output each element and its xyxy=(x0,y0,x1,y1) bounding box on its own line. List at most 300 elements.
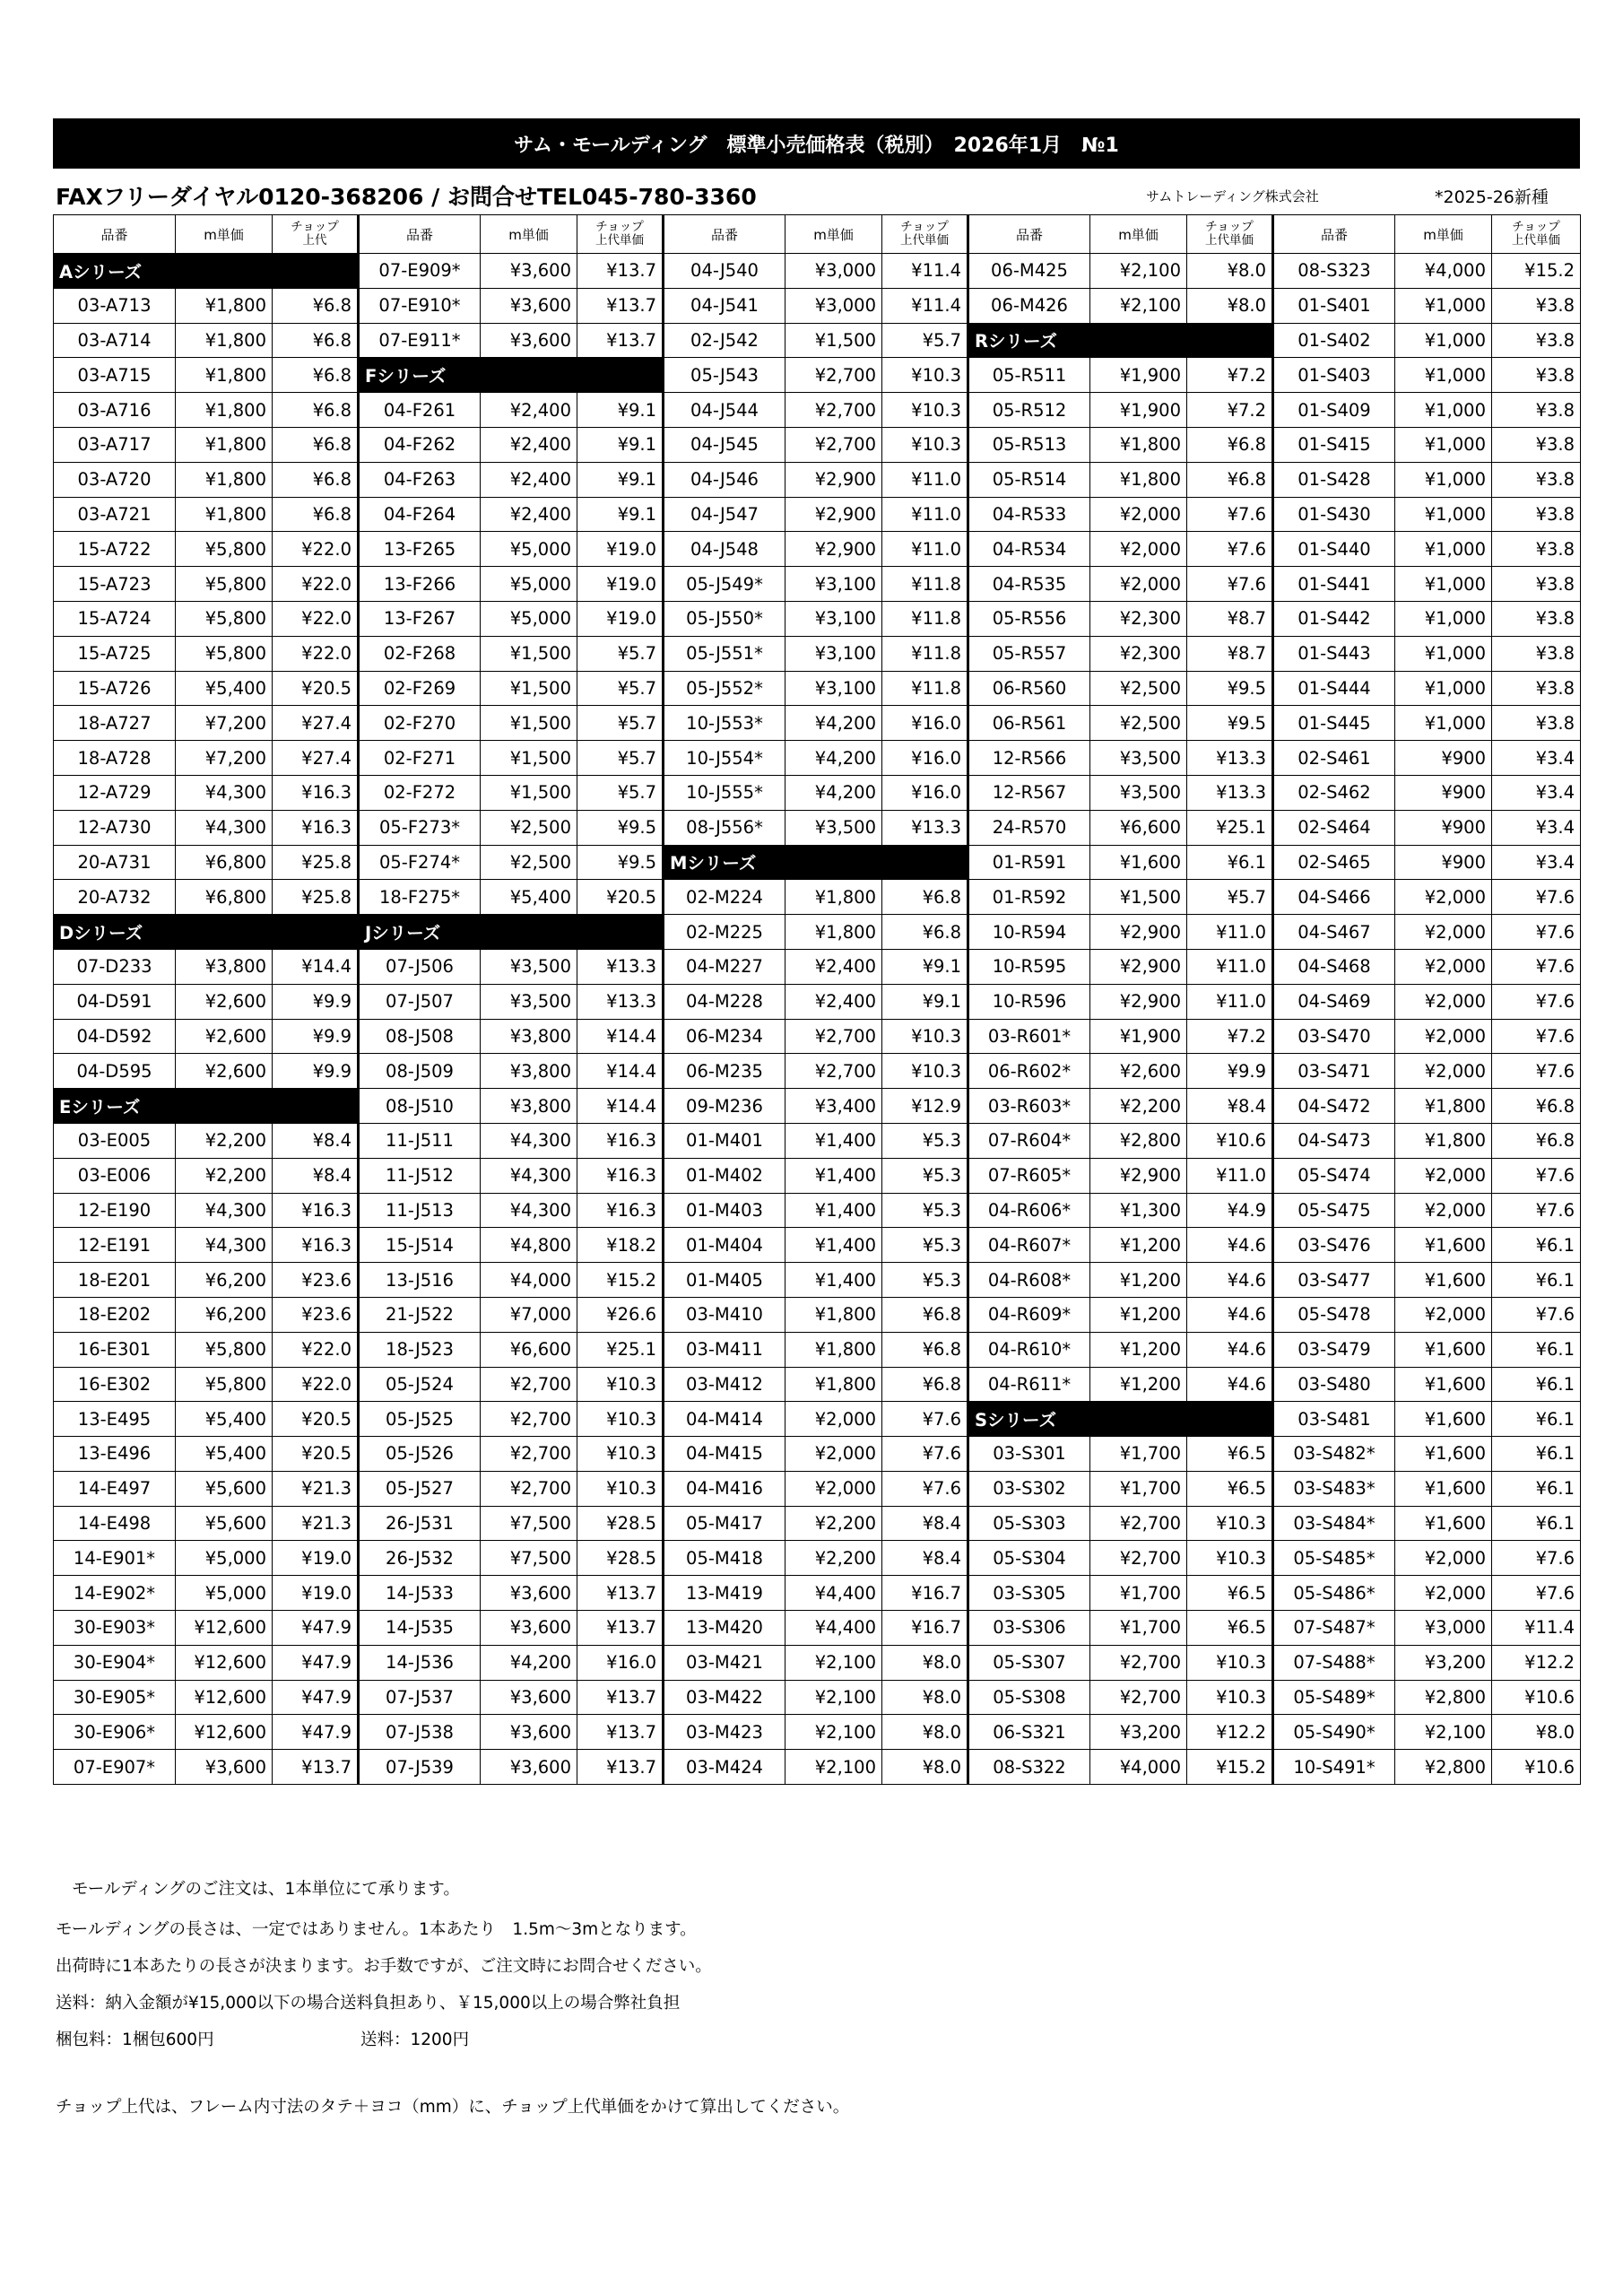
meter-price: ¥1,200 xyxy=(1090,1297,1187,1332)
product-code: 04-S472 xyxy=(1273,1089,1395,1124)
meter-price: ¥1,900 xyxy=(1090,1019,1187,1054)
chop-price: ¥6.8 xyxy=(1492,1123,1581,1158)
chop-price: ¥16.3 xyxy=(273,810,359,845)
meter-price: ¥1,000 xyxy=(1395,323,1492,358)
meter-price: ¥2,700 xyxy=(481,1437,577,1472)
chop-price: ¥6.8 xyxy=(882,915,968,950)
chop-price: ¥15.2 xyxy=(577,1263,664,1298)
meter-price: ¥7,200 xyxy=(176,706,273,741)
price-table xyxy=(53,214,1581,1785)
table-row xyxy=(54,1471,1581,1506)
product-code: 12-E191 xyxy=(54,1228,176,1263)
chop-price: ¥6.5 xyxy=(1187,1576,1273,1611)
meter-price: ¥1,800 xyxy=(785,1332,882,1367)
meter-price: ¥3,000 xyxy=(785,254,882,289)
product-code: 03-S481 xyxy=(1273,1402,1395,1437)
chop-price: ¥47.9 xyxy=(273,1680,359,1715)
chop-price: ¥9.9 xyxy=(273,1019,359,1054)
chop-price: ¥25.8 xyxy=(273,845,359,880)
company-name: サムトレーディング株式会社 xyxy=(1146,187,1319,204)
meter-price: ¥7,500 xyxy=(481,1506,577,1541)
chop-price: ¥8.0 xyxy=(1187,288,1273,323)
table-row xyxy=(54,810,1581,845)
chop-price: ¥6.5 xyxy=(1187,1611,1273,1646)
product-code: 05-J550* xyxy=(664,601,785,636)
product-code: 02-F268 xyxy=(359,636,481,671)
product-code: 10-R596 xyxy=(968,984,1090,1019)
product-code: 13-F267 xyxy=(359,601,481,636)
product-code: 01-M401 xyxy=(664,1123,785,1158)
product-code: 16-E302 xyxy=(54,1367,176,1402)
meter-price: ¥5,800 xyxy=(176,1332,273,1367)
meter-price: ¥2,500 xyxy=(481,845,577,880)
meter-price: ¥3,000 xyxy=(785,288,882,323)
product-code: 12-E190 xyxy=(54,1193,176,1228)
product-code: 13-M419 xyxy=(664,1576,785,1611)
meter-price: ¥3,000 xyxy=(1395,1611,1492,1646)
table-row xyxy=(54,1715,1581,1750)
product-code: 03-A715 xyxy=(54,358,176,393)
product-code: 14-J536 xyxy=(359,1645,481,1680)
chop-price: ¥7.6 xyxy=(1492,1054,1581,1089)
product-code: 04-F264 xyxy=(359,497,481,532)
product-code: 05-S486* xyxy=(1273,1576,1395,1611)
product-code: 03-A721 xyxy=(54,497,176,532)
table-row xyxy=(54,567,1581,602)
chop-price: ¥47.9 xyxy=(273,1645,359,1680)
chop-price: ¥3.8 xyxy=(1492,636,1581,671)
chop-price: ¥12.2 xyxy=(1187,1715,1273,1750)
meter-price: ¥5,400 xyxy=(176,1437,273,1472)
product-code: 04-S466 xyxy=(1273,880,1395,915)
product-code: 13-J516 xyxy=(359,1263,481,1298)
product-code: 05-J527 xyxy=(359,1471,481,1506)
meter-price: ¥2,100 xyxy=(1090,254,1187,289)
meter-price: ¥1,200 xyxy=(1090,1367,1187,1402)
series-header: Aシリーズ xyxy=(54,254,359,289)
chop-price: ¥8.0 xyxy=(882,1750,968,1785)
chop-price: ¥10.3 xyxy=(1187,1680,1273,1715)
product-code: 07-J539 xyxy=(359,1750,481,1785)
meter-price: ¥2,000 xyxy=(785,1402,882,1437)
chop-price: ¥10.3 xyxy=(882,1054,968,1089)
meter-price: ¥2,700 xyxy=(785,358,882,393)
chop-price: ¥9.1 xyxy=(577,497,664,532)
chop-price: ¥10.6 xyxy=(1492,1750,1581,1785)
product-code: 10-J553* xyxy=(664,706,785,741)
col-header-code: 品番 xyxy=(54,215,176,254)
table-row xyxy=(54,880,1581,915)
chop-price: ¥23.6 xyxy=(273,1263,359,1298)
chop-price: ¥25.8 xyxy=(273,880,359,915)
chop-price: ¥3.8 xyxy=(1492,288,1581,323)
meter-price: ¥4,000 xyxy=(1090,1750,1187,1785)
product-code: 07-D233 xyxy=(54,949,176,984)
meter-price: ¥900 xyxy=(1395,741,1492,776)
series-header: Fシリーズ xyxy=(359,358,664,393)
meter-price: ¥1,000 xyxy=(1395,462,1492,497)
product-code: 01-M402 xyxy=(664,1158,785,1193)
product-code: 02-M225 xyxy=(664,915,785,950)
product-code: 02-F270 xyxy=(359,706,481,741)
chop-price: ¥23.6 xyxy=(273,1297,359,1332)
meter-price: ¥1,200 xyxy=(1090,1263,1187,1298)
chop-price: ¥20.5 xyxy=(273,671,359,706)
table-row xyxy=(54,427,1581,462)
col-header-chop: チョップ 上代単価 xyxy=(1492,215,1581,254)
meter-price: ¥1,000 xyxy=(1395,567,1492,602)
chop-price: ¥9.9 xyxy=(273,1054,359,1089)
product-code: 04-R606* xyxy=(968,1193,1090,1228)
product-code: 02-F269 xyxy=(359,671,481,706)
meter-price: ¥2,000 xyxy=(1395,1054,1492,1089)
table-row xyxy=(54,1367,1581,1402)
chop-price: ¥6.1 xyxy=(1492,1332,1581,1367)
packing-fee-note: 梱包料：1梱包600円 xyxy=(56,2031,214,2049)
chop-price: ¥7.6 xyxy=(1187,532,1273,567)
table-row xyxy=(54,1402,1581,1437)
chop-price: ¥6.1 xyxy=(1492,1228,1581,1263)
chop-price: ¥11.4 xyxy=(882,254,968,289)
table-row xyxy=(54,1611,1581,1646)
product-code: 04-J548 xyxy=(664,532,785,567)
meter-price: ¥1,400 xyxy=(785,1158,882,1193)
chop-price: ¥13.7 xyxy=(577,323,664,358)
product-code: 07-J506 xyxy=(359,949,481,984)
meter-price: ¥1,000 xyxy=(1395,427,1492,462)
meter-price: ¥1,500 xyxy=(481,636,577,671)
product-code: 07-E910* xyxy=(359,288,481,323)
meter-price: ¥2,000 xyxy=(1395,1576,1492,1611)
product-code: 05-S308 xyxy=(968,1680,1090,1715)
col-header-m-price: m単価 xyxy=(176,215,273,254)
product-code: 04-S468 xyxy=(1273,949,1395,984)
meter-price: ¥2,600 xyxy=(1090,1054,1187,1089)
chop-price: ¥25.1 xyxy=(1187,810,1273,845)
product-code: 03-S302 xyxy=(968,1471,1090,1506)
meter-price: ¥4,200 xyxy=(785,775,882,810)
product-code: 01-S430 xyxy=(1273,497,1395,532)
product-code: 03-E006 xyxy=(54,1158,176,1193)
table-row xyxy=(54,845,1581,880)
product-code: 13-F265 xyxy=(359,532,481,567)
meter-price: ¥2,000 xyxy=(1090,532,1187,567)
chop-price: ¥7.6 xyxy=(1187,497,1273,532)
chop-price: ¥3.8 xyxy=(1492,706,1581,741)
product-code: 05-J524 xyxy=(359,1367,481,1402)
product-code: 03-R603* xyxy=(968,1089,1090,1124)
table-row xyxy=(54,1158,1581,1193)
table-row xyxy=(54,1541,1581,1576)
chop-price: ¥21.3 xyxy=(273,1471,359,1506)
meter-price: ¥2,700 xyxy=(481,1471,577,1506)
meter-price: ¥3,800 xyxy=(481,1054,577,1089)
product-code: 16-E301 xyxy=(54,1332,176,1367)
meter-price: ¥1,500 xyxy=(785,323,882,358)
product-code: 04-J540 xyxy=(664,254,785,289)
chop-price: ¥14.4 xyxy=(577,1089,664,1124)
meter-price: ¥1,300 xyxy=(1090,1193,1187,1228)
meter-price: ¥6,600 xyxy=(481,1332,577,1367)
chop-price: ¥13.7 xyxy=(273,1750,359,1785)
chop-price: ¥16.0 xyxy=(882,775,968,810)
product-code: 05-F274* xyxy=(359,845,481,880)
meter-price: ¥3,400 xyxy=(785,1089,882,1124)
chop-price: ¥10.3 xyxy=(882,427,968,462)
chop-price: ¥6.8 xyxy=(273,323,359,358)
chop-price: ¥5.3 xyxy=(882,1193,968,1228)
meter-price: ¥1,000 xyxy=(1395,288,1492,323)
meter-price: ¥1,900 xyxy=(1090,393,1187,428)
product-code: 04-D595 xyxy=(54,1054,176,1089)
meter-price: ¥1,800 xyxy=(176,358,273,393)
meter-price: ¥2,800 xyxy=(1395,1680,1492,1715)
chop-price: ¥9.1 xyxy=(577,462,664,497)
meter-price: ¥5,000 xyxy=(481,567,577,602)
table-row xyxy=(54,1054,1581,1089)
chop-price: ¥9.1 xyxy=(882,984,968,1019)
chop-price: ¥10.3 xyxy=(882,358,968,393)
product-code: 07-E907* xyxy=(54,1750,176,1785)
meter-price: ¥1,600 xyxy=(1395,1228,1492,1263)
meter-price: ¥3,600 xyxy=(176,1750,273,1785)
meter-price: ¥2,300 xyxy=(1090,636,1187,671)
meter-price: ¥3,800 xyxy=(481,1089,577,1124)
col-header-m-price: m単価 xyxy=(1090,215,1187,254)
product-code: 13-F266 xyxy=(359,567,481,602)
chop-price: ¥11.4 xyxy=(1492,1611,1581,1646)
meter-price: ¥2,000 xyxy=(1395,1158,1492,1193)
product-code: 04-F261 xyxy=(359,393,481,428)
meter-price: ¥2,400 xyxy=(785,984,882,1019)
chop-price: ¥27.4 xyxy=(273,706,359,741)
meter-price: ¥900 xyxy=(1395,845,1492,880)
chop-price: ¥16.3 xyxy=(273,1228,359,1263)
chop-price: ¥5.7 xyxy=(577,671,664,706)
chop-price: ¥7.6 xyxy=(1492,1576,1581,1611)
meter-price: ¥1,800 xyxy=(1395,1089,1492,1124)
product-code: 13-E495 xyxy=(54,1402,176,1437)
product-code: 15-A722 xyxy=(54,532,176,567)
meter-price: ¥900 xyxy=(1395,810,1492,845)
product-code: 04-J541 xyxy=(664,288,785,323)
product-code: 08-J556* xyxy=(664,810,785,845)
meter-price: ¥4,200 xyxy=(481,1645,577,1680)
product-code: 18-A728 xyxy=(54,741,176,776)
product-code: 05-S485* xyxy=(1273,1541,1395,1576)
chop-price: ¥5.3 xyxy=(882,1228,968,1263)
chop-price: ¥7.6 xyxy=(882,1402,968,1437)
meter-price: ¥2,000 xyxy=(785,1437,882,1472)
meter-price: ¥3,600 xyxy=(481,323,577,358)
product-code: 10-R595 xyxy=(968,949,1090,984)
product-code: 04-R533 xyxy=(968,497,1090,532)
table-row xyxy=(54,1297,1581,1332)
meter-price: ¥1,700 xyxy=(1090,1471,1187,1506)
table-row xyxy=(54,1680,1581,1715)
meter-price: ¥1,700 xyxy=(1090,1611,1187,1646)
meter-price: ¥1,200 xyxy=(1090,1332,1187,1367)
chop-price: ¥13.3 xyxy=(1187,775,1273,810)
meter-price: ¥1,200 xyxy=(1090,1228,1187,1263)
table-header-row xyxy=(54,215,1581,254)
table-row xyxy=(54,671,1581,706)
meter-price: ¥2,900 xyxy=(1090,1158,1187,1193)
meter-price: ¥4,300 xyxy=(481,1158,577,1193)
meter-price: ¥3,600 xyxy=(481,1750,577,1785)
product-code: 06-M235 xyxy=(664,1054,785,1089)
product-code: 04-R607* xyxy=(968,1228,1090,1263)
chop-price: ¥3.4 xyxy=(1492,741,1581,776)
product-code: 08-J509 xyxy=(359,1054,481,1089)
product-code: 11-J513 xyxy=(359,1193,481,1228)
meter-price: ¥3,600 xyxy=(481,1611,577,1646)
col-header-chop: チョップ 上代単価 xyxy=(882,215,968,254)
chop-price: ¥11.8 xyxy=(882,636,968,671)
meter-price: ¥1,700 xyxy=(1090,1437,1187,1472)
chop-price: ¥10.3 xyxy=(1187,1506,1273,1541)
product-code: 12-R567 xyxy=(968,775,1090,810)
meter-price: ¥1,800 xyxy=(176,323,273,358)
meter-price: ¥1,600 xyxy=(1395,1437,1492,1472)
new-item-note: *2025-26新種 xyxy=(1435,187,1549,207)
chop-price: ¥13.3 xyxy=(882,810,968,845)
chop-price: ¥20.5 xyxy=(273,1437,359,1472)
product-code: 05-J525 xyxy=(359,1402,481,1437)
product-code: 04-R610* xyxy=(968,1332,1090,1367)
meter-price: ¥1,000 xyxy=(1395,393,1492,428)
product-code: 04-S467 xyxy=(1273,915,1395,950)
product-code: 10-J555* xyxy=(664,775,785,810)
product-code: 07-R604* xyxy=(968,1123,1090,1158)
chop-price: ¥6.5 xyxy=(1187,1437,1273,1472)
chop-price: ¥11.0 xyxy=(882,462,968,497)
meter-price: ¥2,600 xyxy=(176,1019,273,1054)
chop-price: ¥6.8 xyxy=(1187,462,1273,497)
chop-price: ¥16.0 xyxy=(882,706,968,741)
meter-price: ¥4,300 xyxy=(176,1193,273,1228)
product-code: 10-R594 xyxy=(968,915,1090,950)
meter-price: ¥2,200 xyxy=(1090,1089,1187,1124)
chop-price: ¥11.0 xyxy=(1187,949,1273,984)
chop-price: ¥3.8 xyxy=(1492,427,1581,462)
product-code: 03-S471 xyxy=(1273,1054,1395,1089)
chop-price: ¥16.3 xyxy=(577,1123,664,1158)
meter-price: ¥3,200 xyxy=(1395,1645,1492,1680)
meter-price: ¥1,800 xyxy=(1090,462,1187,497)
product-code: 20-A731 xyxy=(54,845,176,880)
chop-price: ¥22.0 xyxy=(273,1332,359,1367)
chop-price: ¥4.6 xyxy=(1187,1367,1273,1402)
product-code: 04-S469 xyxy=(1273,984,1395,1019)
product-code: 03-S476 xyxy=(1273,1228,1395,1263)
chop-price: ¥21.3 xyxy=(273,1506,359,1541)
product-code: 08-J510 xyxy=(359,1089,481,1124)
product-code: 13-E496 xyxy=(54,1437,176,1472)
meter-price: ¥3,100 xyxy=(785,601,882,636)
product-code: 09-M236 xyxy=(664,1089,785,1124)
chop-price: ¥6.8 xyxy=(273,462,359,497)
meter-price: ¥2,000 xyxy=(1395,984,1492,1019)
product-code: 05-J551* xyxy=(664,636,785,671)
product-code: 03-S305 xyxy=(968,1576,1090,1611)
product-code: 03-S483* xyxy=(1273,1471,1395,1506)
chop-price: ¥3.8 xyxy=(1492,462,1581,497)
product-code: 18-E201 xyxy=(54,1263,176,1298)
meter-price: ¥2,100 xyxy=(1090,288,1187,323)
chop-price: ¥11.8 xyxy=(882,601,968,636)
chop-price: ¥16.0 xyxy=(882,741,968,776)
meter-price: ¥2,200 xyxy=(785,1541,882,1576)
product-code: 04-M227 xyxy=(664,949,785,984)
product-code: 01-S401 xyxy=(1273,288,1395,323)
product-code: 06-M234 xyxy=(664,1019,785,1054)
product-code: 03-A716 xyxy=(54,393,176,428)
meter-price: ¥5,800 xyxy=(176,601,273,636)
product-code: 01-M405 xyxy=(664,1263,785,1298)
chop-price: ¥3.8 xyxy=(1492,671,1581,706)
chop-price: ¥7.2 xyxy=(1187,1019,1273,1054)
meter-price: ¥2,000 xyxy=(1395,1019,1492,1054)
table-row xyxy=(54,1089,1581,1124)
product-code: 01-S402 xyxy=(1273,323,1395,358)
product-code: 02-J542 xyxy=(664,323,785,358)
meter-price: ¥2,900 xyxy=(785,532,882,567)
product-code: 14-J535 xyxy=(359,1611,481,1646)
meter-price: ¥1,400 xyxy=(785,1123,882,1158)
product-code: 02-S462 xyxy=(1273,775,1395,810)
product-code: 18-F275* xyxy=(359,880,481,915)
chop-price: ¥20.5 xyxy=(577,880,664,915)
series-header: Sシリーズ xyxy=(968,1402,1273,1437)
product-code: 18-A727 xyxy=(54,706,176,741)
meter-price: ¥4,000 xyxy=(1395,254,1492,289)
meter-price: ¥4,000 xyxy=(481,1263,577,1298)
meter-price: ¥5,000 xyxy=(481,532,577,567)
meter-price: ¥3,500 xyxy=(1090,741,1187,776)
chop-price: ¥6.8 xyxy=(273,358,359,393)
product-code: 06-S321 xyxy=(968,1715,1090,1750)
meter-price: ¥1,600 xyxy=(1395,1471,1492,1506)
meter-price: ¥6,800 xyxy=(176,845,273,880)
meter-price: ¥4,300 xyxy=(481,1123,577,1158)
product-code: 05-S304 xyxy=(968,1541,1090,1576)
series-header: Mシリーズ xyxy=(664,845,968,880)
meter-price: ¥7,000 xyxy=(481,1297,577,1332)
product-code: 03-S480 xyxy=(1273,1367,1395,1402)
table-row xyxy=(54,1123,1581,1158)
meter-price: ¥2,000 xyxy=(1395,1193,1492,1228)
col-header-m-price: m単価 xyxy=(481,215,577,254)
meter-price: ¥2,500 xyxy=(481,810,577,845)
product-code: 04-S473 xyxy=(1273,1123,1395,1158)
product-code: 03-S470 xyxy=(1273,1019,1395,1054)
product-code: 05-J549* xyxy=(664,567,785,602)
product-code: 10-J554* xyxy=(664,741,785,776)
product-code: 03-A714 xyxy=(54,323,176,358)
meter-price: ¥2,700 xyxy=(481,1367,577,1402)
product-code: 11-J512 xyxy=(359,1158,481,1193)
meter-price: ¥2,000 xyxy=(1395,949,1492,984)
chop-price: ¥28.5 xyxy=(577,1506,664,1541)
product-code: 05-J526 xyxy=(359,1437,481,1472)
chop-price: ¥8.7 xyxy=(1187,601,1273,636)
product-code: 14-J533 xyxy=(359,1576,481,1611)
chop-price: ¥10.3 xyxy=(1187,1541,1273,1576)
shipping-length-note: 出荷時に1本あたりの長さが決まります。お手数ですが、ご注文時にお問合せください。 xyxy=(56,1957,712,1976)
shipping-fee-amount: 送料：1200円 xyxy=(360,2031,470,2049)
product-code: 06-M426 xyxy=(968,288,1090,323)
